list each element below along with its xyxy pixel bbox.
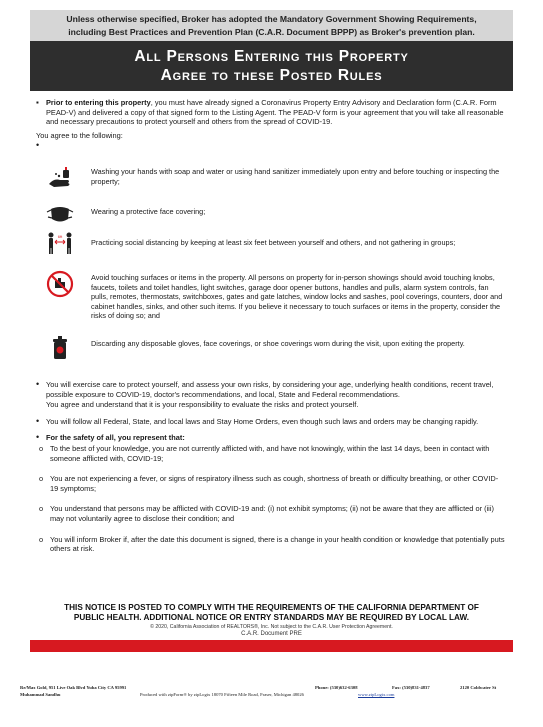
- banner-line-2: including Best Practices and Prevention Plan (C.A.R. Document BPPP) as Broker's prevention plan.: [68, 26, 475, 37]
- svg-text:6ft: 6ft: [57, 234, 63, 239]
- no-touch-icon: [46, 270, 74, 298]
- notice-line-1: THIS NOTICE IS POSTED TO COMPLY WITH THE REQUIREMENTS OF THE CALIFORNIA DEPARTMENT OF: [64, 603, 479, 612]
- safety-item: o You understand that persons may be afflicted with COVID-19 and: (i) not exhibit symptoms; (ii) not be aware that they are afflicted or (iii) may not voluntarily agree to disclose their condition; and: [36, 504, 506, 523]
- footer-fax: Fax: (530)831-4837: [392, 685, 430, 690]
- banner-line-1: Unless otherwise specified, Broker has adopted the Mandatory Government Showing Requirements,: [66, 14, 477, 24]
- laws-paragraph: • You will follow all Federal, State, and local laws and Stay Home Orders, even though such laws and orders may be changing rapidly.: [36, 417, 506, 427]
- title-line-1: All Persons Entering this Property: [134, 48, 409, 65]
- notice-line-2: PUBLIC HEALTH. ADDITIONAL NOTICE OR ENTRY STANDARDS MAY BE REQUIRED BY LOCAL LAW.: [73, 613, 470, 622]
- prior-entry-paragraph: [36, 98, 506, 127]
- legal-notice: [30, 603, 513, 623]
- footer-address: 2120 Coldwater St: [460, 685, 497, 690]
- safety-lead-text: For the safety of all, you represent that:: [46, 433, 185, 443]
- footer-office: Re/Max Gold, 951 Live Oak Blvd Yuba City CA 95991: [20, 685, 127, 690]
- prior-entry-lead: Prior to entering this property: [46, 98, 151, 107]
- top-banner: [30, 10, 513, 41]
- safety-lead: [36, 433, 506, 443]
- hand-washing-icon: [46, 166, 74, 194]
- rule-text: Practicing social distancing by keeping at least six feet between yourself and others, and not gathering in groups;: [91, 238, 456, 247]
- empty-bullet: [36, 141, 506, 151]
- safety-item: o You will inform Broker if, after the date this document is signed, there is a change in your health condition or knowledge that potentially puts others at risk.: [36, 535, 506, 554]
- title-line-2: Agree to these Posted Rules: [160, 67, 383, 84]
- care-text-2: You agree and understand that it is your responsibility to evaluate the risks and protect yourself.: [46, 400, 359, 410]
- responsibility-section: [36, 380, 506, 554]
- care-text: You will exercise care to protect yourself, and assess your own risks, by considering your age, underlying health conditions, recent travel, possible exposure to COVID-19, doctor's recommendations, and local, State and Federal recommendations.: [46, 380, 494, 399]
- rule-text: Avoid touching surfaces or items in the property. All persons on property for in-person showings should avoid touching knobs, faucets, toilets and toilet handles, light switches, garage door opener buttons, handles and pulls, alarm system controls, fan pulls, remotes, thermostats, switchboxes, gates and gate latches, window locks and sashes, pool coverings, counters, door and cabinet handles, sinks, and other such items. If you believe it necessary to touch surfaces or items in the property, consider the risks of doing so; and: [91, 273, 503, 320]
- footer-url-link[interactable]: www.zipLogix.com: [358, 692, 395, 697]
- face-mask-icon: [46, 200, 74, 228]
- footer-phone: Phone: (530)632-6308: [315, 685, 358, 690]
- red-divider: [30, 640, 513, 652]
- prior-entry-text: , you must have already signed a Coronavirus Property Entry Advisory and Declaration form (C.A.R. Form PEAD-V) and delivered a copy of that signed form to the Listing Agent. The PEAD-V form is your agreement that you will take all reasonable and necessary precautions to protect yourself and others from the spread of COVID-19.: [46, 98, 504, 127]
- footer-agent: Muhammad Sandhu: [20, 692, 61, 697]
- rule-text: Discarding any disposable gloves, face coverings, or shoe coverings worn during the visit, upon exiting the property.: [91, 339, 465, 348]
- safety-item: o You are not experiencing a fever, or signs of respiratory illness such as cough, shortness of breath or difficulty breathing, or other COVID-19 symptoms;: [36, 474, 506, 493]
- agree-intro: You agree to the following:: [36, 130, 123, 140]
- document-id: C.A.R. Document PRE: [241, 631, 302, 637]
- trash-bin-icon: [46, 334, 74, 362]
- rule-text: Wearing a protective face covering;: [91, 207, 206, 216]
- safety-item: o To the best of your knowledge, you are not currently afflicted with, and have not knowingly, within the last 14 days, been in contact with someone afflicted with, COVID-19;: [36, 444, 506, 463]
- intro-section: [36, 98, 506, 151]
- rule-text: Washing your hands with soap and water or using hand sanitizer immediately upon entry and before touching or inspecting the property;: [91, 167, 500, 186]
- social-distance-icon: [46, 229, 74, 257]
- copyright-line: © 2020, California Association of REALTORS®, Inc. Not subject to the C.A.R. User Protection Agreement.: [150, 624, 393, 630]
- footer-produced: Produced with zipForm® by zipLogix 18070 Fifteen Mile Road, Fraser, Michigan 48026: [140, 692, 304, 697]
- page-title: [30, 41, 513, 91]
- care-paragraph: [36, 380, 506, 399]
